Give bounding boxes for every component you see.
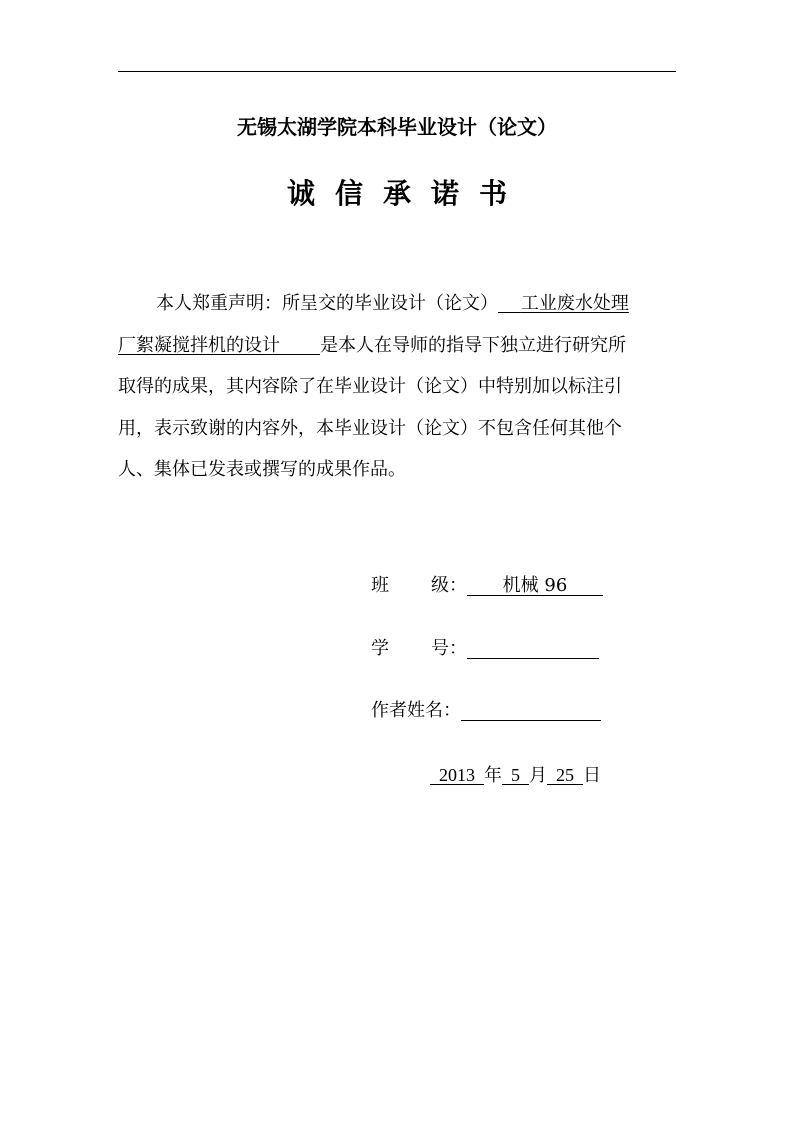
- date-day-unit: 日: [583, 765, 601, 786]
- author-value: [461, 701, 601, 721]
- class-label-1: 班: [371, 575, 389, 596]
- date-year: 2013: [439, 765, 475, 785]
- statement-continuation: 是本人在导师的指导下独立进行研究所: [320, 335, 627, 356]
- author-label: 作者姓名：: [371, 700, 461, 721]
- student-id-field: [371, 639, 599, 659]
- signing-date: [430, 765, 601, 786]
- school-title: 无锡太湖学院本科毕业设计（论文）: [237, 115, 557, 139]
- date-day: 25: [556, 765, 574, 785]
- date-year-unit: 年: [484, 765, 502, 786]
- id-label-2: 号：: [431, 638, 467, 659]
- statement-line-2: [118, 336, 698, 356]
- statement-line-1: [118, 294, 698, 314]
- author-field: [371, 701, 601, 721]
- class-field: [371, 576, 603, 596]
- date-month-unit: 月: [529, 765, 547, 786]
- id-label-1: 学: [371, 638, 389, 659]
- class-label-2: 级：: [431, 575, 467, 596]
- statement-line-4: 用，表示致谢的内容外，本毕业设计（论文）不包含任何其他个: [118, 418, 622, 439]
- statement-line-3: 取得的成果，其内容除了在毕业设计（论文）中特别加以标注引: [118, 376, 622, 397]
- student-id-value: [467, 639, 599, 659]
- document-title: 诚信承诺书: [286, 177, 527, 210]
- statement-line-5: 人、集体已发表或撰写的成果作品。: [118, 459, 406, 480]
- date-month: 5: [511, 765, 520, 785]
- header-rule: [118, 71, 676, 72]
- class-value: 机械 96: [467, 576, 603, 596]
- thesis-title-part-2: 厂絮凝搅拌机的设计: [118, 335, 280, 356]
- thesis-title-part-1: 工业废水处理: [520, 293, 629, 314]
- statement-intro: 本人郑重声明：所呈交的毕业设计（论文）: [156, 293, 498, 314]
